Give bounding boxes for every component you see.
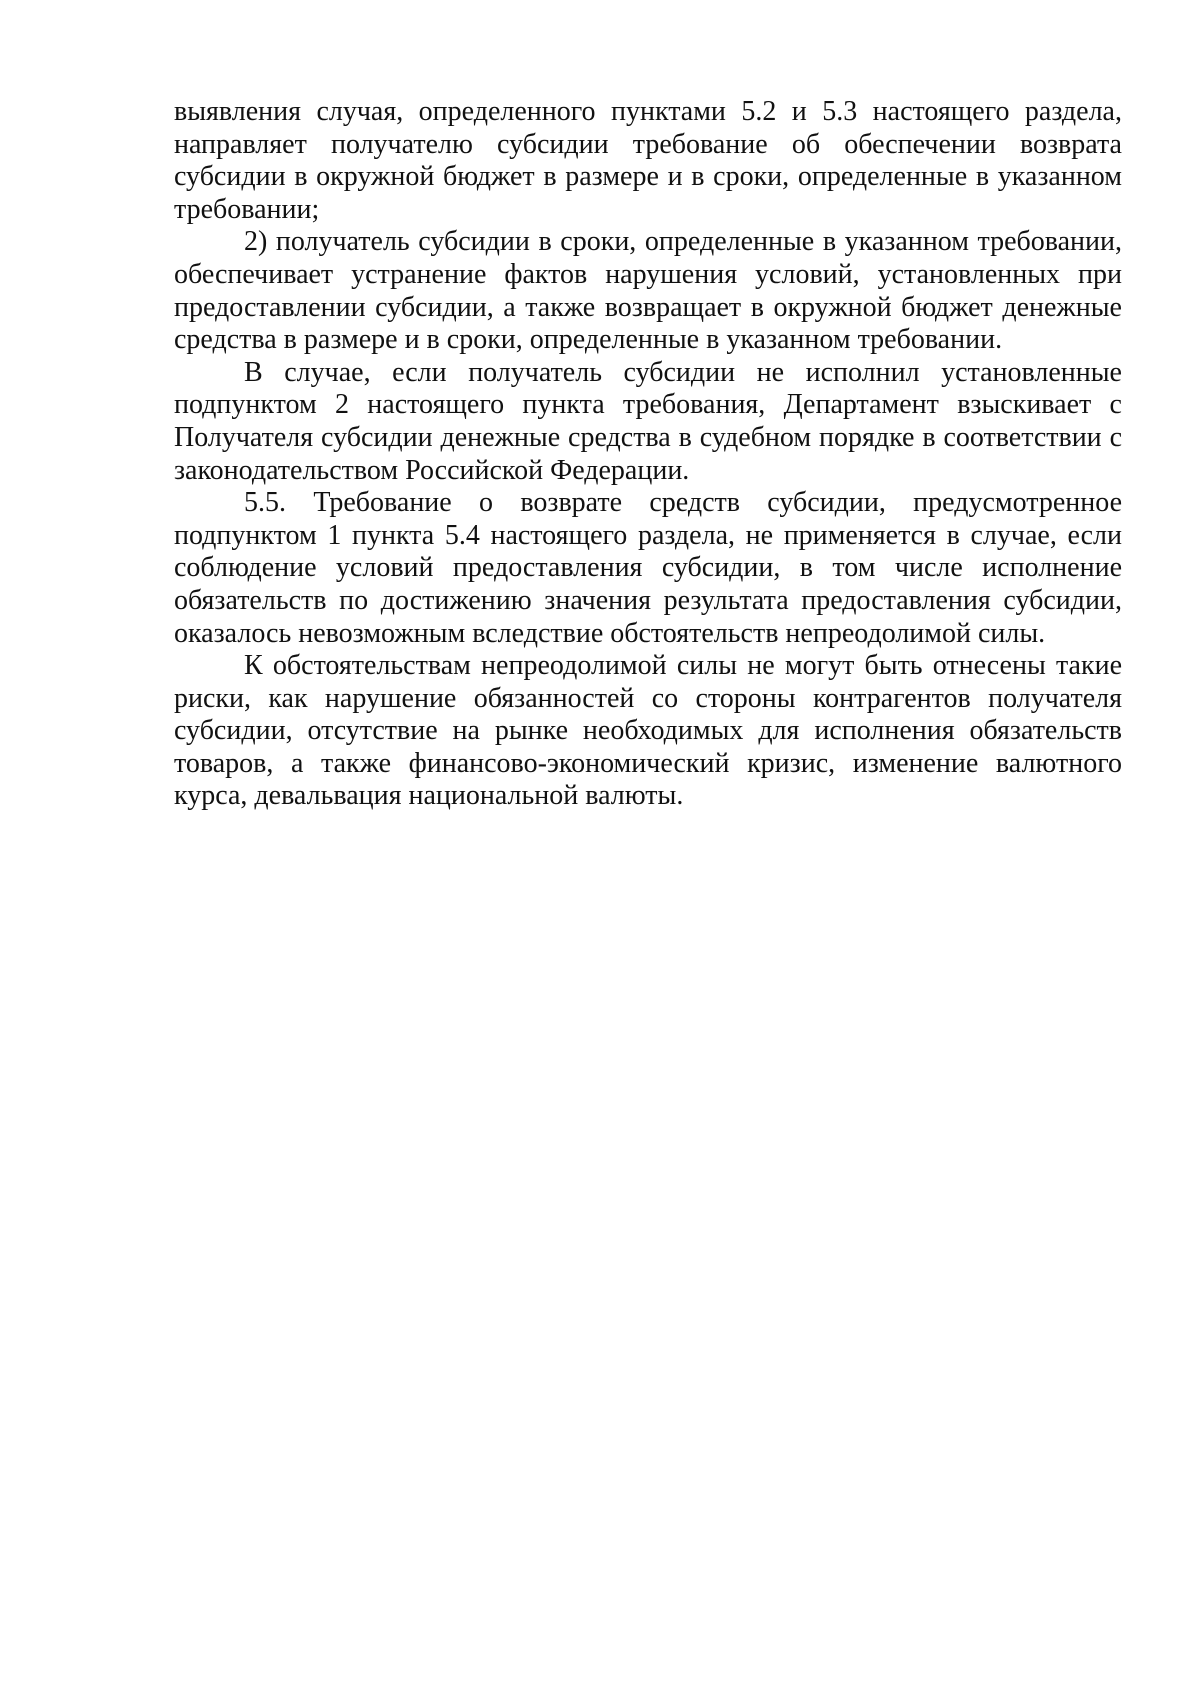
paragraph-continuation: выявления случая, определенного пунктами 5.2 и 5.3 настоящего раздела, направляет получателю субсидии требование об обеспечении возврата субсидии в окружной бюджет в размере и в сроки, определенные в указанном требовании; bbox=[174, 96, 1122, 225]
paragraph-subitem-2: 2) получатель субсидии в сроки, определенные в указанном требовании, обеспечивает устранение фактов нарушения условий, установленных при предоставлении субсидии, а также возвращает в окружной бюджет денежные средства в размере и в сроки, определенные в указанном требовании. bbox=[174, 226, 1122, 356]
paragraph-force-majeure: К обстоятельствам непреодолимой силы не могут быть отнесены такие риски, как нарушение обязанностей со стороны контрагентов получателя субсидии, отсутствие на рынке необходимых для исполнения обязательств товаров, а также финансово-экономический кризис, изменение валютного курса, девальвация национальной валюты. bbox=[174, 650, 1122, 812]
body-text bbox=[174, 96, 1122, 813]
paragraph-item-5-5: 5.5. Требование о возврате средств субсидии, предусмотренное подпунктом 1 пункта 5.4 настоящего раздела, не применяется в случае, если соблюдение условий предоставления субсидии, в том числе исполнение обязательств по достижению значения результата предоставления субсидии, оказалось невозможным вследствие обстоятельств непреодолимой силы. bbox=[174, 487, 1122, 649]
paragraph-recovery: В случае, если получатель субсидии не исполнил установленные подпунктом 2 настоящего пункта требования, Департамент взыскивает с Получателя субсидии денежные средства в судебном порядке в соответствии с законодательством Российской Федерации. bbox=[174, 356, 1122, 486]
